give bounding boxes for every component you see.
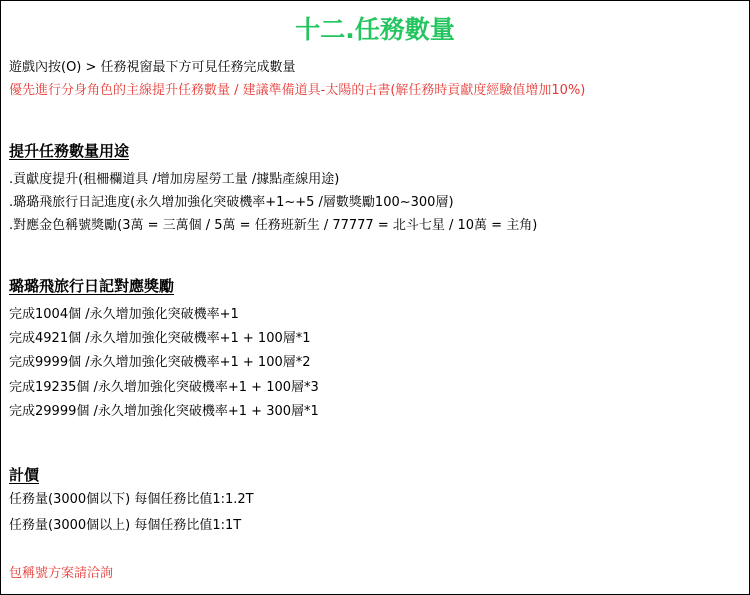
section-rewards-heading: 璐璐飛旅行日記對應獎勵 (9, 277, 175, 295)
reward-item-2: 完成4921個 /永久增加強化突破機率+1 + 100層*1 (9, 331, 311, 346)
uses-item-1: .貢獻度提升(租柵欄道具 /增加房屋勞工量 /據點產線用途) (9, 172, 340, 187)
section-pricing-heading: 計價 (9, 466, 40, 484)
footer-note: 包稱號方案請洽詢 (9, 566, 114, 581)
pricing-item-1: 任務量(3000個以下) 每個任務比值1:1.2T (9, 492, 254, 507)
reward-item-5: 完成29999個 /永久增加強化突破機率+1 + 300層*1 (9, 404, 319, 419)
uses-item-2: .璐璐飛旅行日記進度(永久增加強化突破機率+1~+5 /層數獎勵100~300層) (9, 195, 454, 210)
intro-line-1: 遊戲內按(O) > 任務視窗最下方可見任務完成數量 (9, 60, 296, 75)
pricing-item-2: 任務量(3000個以上) 每個任務比值1:1T (9, 518, 242, 533)
intro-line-2: 優先進行分身角色的主線提升任務數量 / 建議準備道具-太陽的古書(解任務時貢獻度經驗值增加10%) (9, 83, 586, 98)
reward-item-3: 完成9999個 /永久增加強化突破機率+1 + 100層*2 (9, 355, 311, 370)
uses-item-3: .對應金色稱號獎勵(3萬 = 三萬個 / 5萬 = 任務班新生 / 77777 = 北斗七星 / 10萬 = 主角) (9, 218, 538, 233)
reward-item-1: 完成1004個 /永久增加強化突破機率+1 (9, 307, 239, 322)
reward-item-4: 完成19235個 /永久增加強化突破機率+1 + 100層*3 (9, 380, 319, 395)
page-title: 十二.任務數量 (295, 15, 455, 44)
section-uses-heading: 提升任務數量用途 (9, 142, 130, 160)
